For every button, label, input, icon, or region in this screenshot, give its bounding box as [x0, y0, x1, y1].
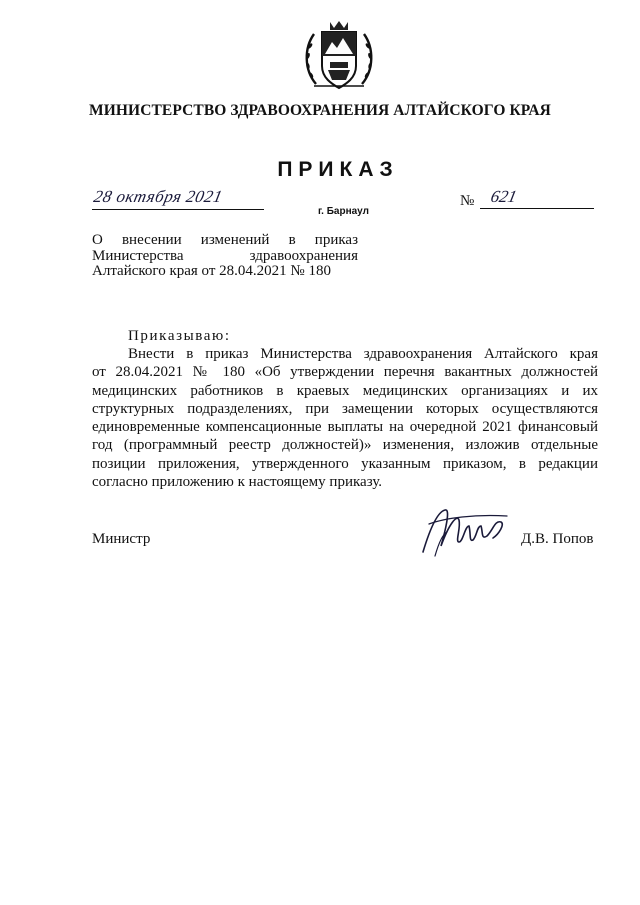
- signatory-position: Министр: [92, 531, 151, 547]
- number-label: №: [460, 193, 475, 209]
- handwritten-number: 621: [489, 187, 519, 206]
- signatory-name: Д.В. Попов: [521, 531, 594, 547]
- signature-icon: [415, 502, 515, 560]
- body-line: структурных подразделениях, при замещении которых осуществляются: [92, 400, 598, 417]
- document-body: [92, 345, 598, 491]
- body-line: Внести в приказ Министерства здравоохранения Алтайского края: [128, 346, 598, 362]
- body-line: от 28.04.2021 № 180 «Об утверждении перечня вакантных должностей: [92, 364, 598, 381]
- order-directive-word: Приказываю:: [128, 328, 231, 344]
- body-line: единовременные компенсационные выплаты на очередной 2021 финансовый: [92, 419, 598, 436]
- subject-line: Алтайского края от 28.04.2021 № 180: [92, 263, 331, 279]
- number-underline: [480, 208, 594, 209]
- body-line: год (программный реестр должностей)» изменения, изложив отдельные: [92, 437, 598, 454]
- body-line: согласно приложению к настоящему приказу.: [92, 474, 383, 491]
- document-type-title: ПРИКАЗ: [277, 158, 399, 181]
- body-line: позиции приложения, утвержденного указанным приказом, в редакции: [92, 455, 598, 472]
- coat-of-arms-icon: [300, 18, 378, 98]
- city-label: г. Барнаул: [318, 206, 369, 217]
- date-underline: [92, 209, 264, 210]
- subject-line: Министерства здравоохранения: [92, 247, 358, 264]
- handwritten-date: 28 октября 2021: [92, 187, 225, 206]
- ministry-title: МИНИСТЕРСТВО ЗДРАВООХРАНЕНИЯ АЛТАЙСКОГО КРАЯ: [89, 102, 551, 119]
- body-line: медицинских работников в краевых медицинских организациях и их: [92, 382, 598, 399]
- document-subject: [92, 233, 358, 280]
- subject-line: О внесении изменений в приказ: [92, 232, 358, 248]
